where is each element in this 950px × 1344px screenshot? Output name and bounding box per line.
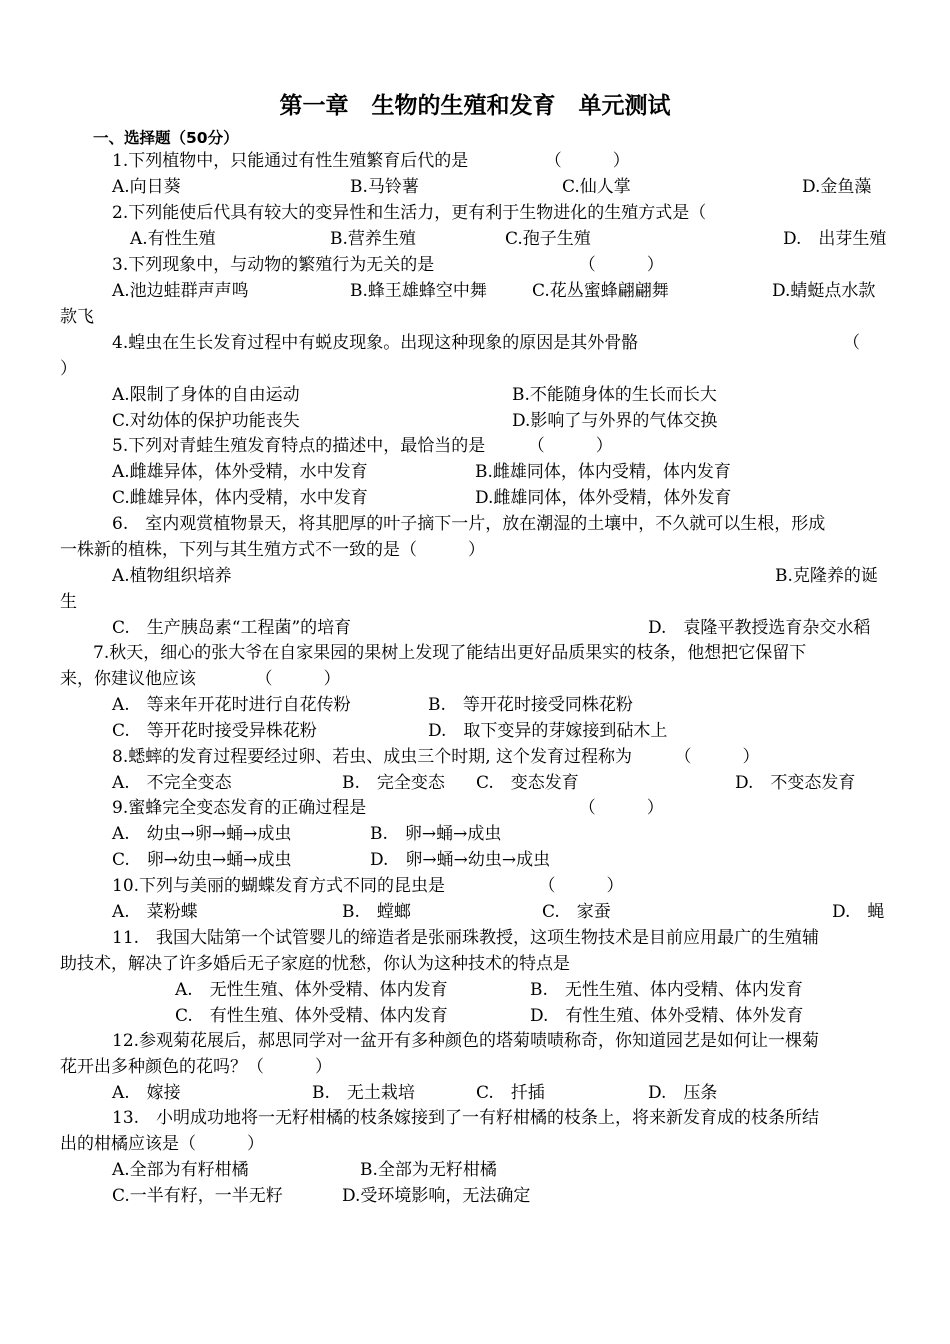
question-8-option-c: C. 变态发育 — [476, 773, 579, 793]
question-6-stem-line-1: 6. 室内观赏植物景天，将其肥厚的叶子摘下一片，放在潮湿的土壤中，不久就可以生根，形成 — [112, 514, 826, 534]
question-7-option-d: D. 取下变异的芽嫁接到砧木上 — [428, 721, 668, 741]
question-6-option-a: A.植物组织培养 — [112, 566, 232, 586]
question-1-option-d: D.金鱼藻 — [802, 177, 872, 197]
question-11-option-c: C. 有性生殖、体外受精、体内发育 — [175, 1006, 448, 1026]
question-2-option-c: C.孢子生殖 — [505, 229, 591, 249]
question-9-stem: 9.蜜蜂完全变态发育的正确过程是 （ ） — [112, 798, 664, 818]
question-9-option-c: C. 卵→幼虫→蛹→成虫 — [112, 850, 292, 870]
question-13-option-a: A.全部为有籽柑橘 — [112, 1160, 249, 1180]
question-11-stem-line-1: 11. 我国大陆第一个试管婴儿的缔造者是张丽珠教授，这项生物技术是目前应用最广的生殖辅 — [112, 928, 820, 948]
question-6-option-d: D. 袁隆平教授选育杂交水稻 — [648, 618, 871, 638]
question-13-stem-line-1: 13. 小明成功地将一无籽柑橘的枝条嫁接到了一有籽柑橘的枝条上，将来新发育成的枝条所结 — [112, 1108, 820, 1128]
question-4-stem: 4.蝗虫在生长发育过程中有蜕皮现象。出现这种现象的原因是其外骨骼 — [112, 333, 639, 353]
question-7-stem-line-1: 7.秋天，细心的张大爷在自家果园的果树上发现了能结出更好品质果实的枝条，他想把它保留下 — [93, 643, 807, 663]
question-12-option-a: A. 嫁接 — [112, 1083, 181, 1103]
question-8-option-a: A. 不完全变态 — [112, 773, 232, 793]
question-5-option-d: D.雌雄同体，体外受精，体外发育 — [475, 488, 732, 508]
question-2-stem: 2.下列能使后代具有较大的变异性和生活力，更有利于生物进化的生殖方式是（ — [112, 203, 707, 223]
question-6-stem-line-2: 一株新的植株，下列与其生殖方式不一致的是（ ） — [60, 540, 485, 560]
question-6-option-b-continued: 生 — [60, 592, 77, 612]
question-13-option-d: D.受环境影响，无法确定 — [342, 1186, 531, 1206]
question-9-option-b: B. 卵→蛹→成虫 — [370, 824, 502, 844]
question-7-option-b: B. 等开花时接受同株花粉 — [428, 695, 633, 715]
question-8-option-d: D. 不变态发育 — [735, 773, 856, 793]
question-4-option-b: B.不能随身体的生长而长大 — [512, 385, 717, 405]
question-9-option-d: D. 卵→蛹→幼虫→成虫 — [370, 850, 551, 870]
question-2-option-d: D. 出芽生殖 — [783, 229, 887, 249]
question-3-option-d-continued: 款飞 — [60, 307, 94, 327]
section-heading: 一、选择题（50分） — [93, 129, 239, 147]
question-13-option-c: C.一半有籽，一半无籽 — [112, 1186, 283, 1206]
page-title: 第一章 生物的生殖和发育 单元测试 — [279, 93, 671, 119]
question-12-option-b: B. 无土栽培 — [312, 1083, 415, 1103]
question-13-option-b: B.全部为无籽柑橘 — [360, 1160, 497, 1180]
question-2-option-a: A.有性生殖 — [130, 229, 216, 249]
question-8-option-b: B. 完全变态 — [342, 773, 445, 793]
question-1-option-b: B.马铃薯 — [350, 177, 419, 197]
question-4-answer-paren-close: ） — [60, 359, 77, 379]
question-4-option-d: D.影响了与外界的气体交换 — [512, 411, 718, 431]
question-11-stem-line-2: 助技术，解决了许多婚后无子家庭的忧愁，你认为这种技术的特点是 — [60, 954, 570, 974]
question-7-stem-line-2: 来，你建议他应该 （ ） — [60, 669, 341, 689]
question-10-option-a: A. 菜粉蝶 — [112, 902, 198, 922]
question-11-option-d: D. 有性生殖、体外受精、体外发育 — [530, 1006, 804, 1026]
question-12-option-c: C. 扦插 — [476, 1083, 545, 1103]
question-10-option-c: C. 家蚕 — [542, 902, 611, 922]
question-1-option-a: A.向日葵 — [112, 177, 181, 197]
question-3-option-d: D.蜻蜓点水款 — [772, 281, 876, 301]
question-10-option-d: D. 蝇 — [832, 902, 885, 922]
question-5-option-c: C.雌雄异体，体内受精，水中发育 — [112, 488, 368, 508]
question-2-option-b: B.营养生殖 — [330, 229, 416, 249]
question-3-stem: 3.下列现象中，与动物的繁殖行为无关的是 （ ） — [112, 255, 664, 275]
question-3-option-a: A.池边蛙群声声鸣 — [112, 281, 249, 301]
question-4-option-a: A.限制了身体的自由运动 — [112, 385, 300, 405]
question-6-option-b: B.克隆养的诞 — [775, 566, 878, 586]
question-1-option-c: C.仙人掌 — [562, 177, 631, 197]
question-13-stem-line-2: 出的柑橘应该是（ ） — [60, 1134, 264, 1154]
question-3-option-b: B.蜂王雄蜂空中舞 — [350, 281, 487, 301]
question-11-option-a: A. 无性生殖、体外受精、体内发育 — [175, 980, 448, 1000]
question-1-stem: 1.下列植物中，只能通过有性生殖繁育后代的是 （ ） — [112, 151, 630, 171]
question-12-stem-line-2: 花开出多种颜色的花吗？（ ） — [60, 1057, 332, 1077]
question-10-option-b: B. 螳螂 — [342, 902, 411, 922]
question-12-stem-line-1: 12.参观菊花展后，郝思同学对一盆开有多种颜色的塔菊啧啧称奇，你知道园艺是如何让一棵菊 — [112, 1031, 820, 1051]
question-12-option-d: D. 压条 — [648, 1083, 718, 1103]
question-4-option-c: C.对幼体的保护功能丧失 — [112, 411, 300, 431]
question-10-stem: 10.下列与美丽的蝴蝶发育方式不同的昆虫是 （ ） — [112, 876, 624, 896]
question-8-stem: 8.蟋蟀的发育过程要经过卵、若虫、成虫三个时期, 这个发育过程称为 （ ） — [112, 747, 760, 767]
question-3-option-c: C.花丛蜜蜂翩翩舞 — [532, 281, 669, 301]
question-5-option-a: A.雌雄异体，体外受精，水中发育 — [112, 462, 368, 482]
question-9-option-a: A. 幼虫→卵→蛹→成虫 — [112, 824, 292, 844]
question-11-option-b: B. 无性生殖、体内受精、体内发育 — [530, 980, 803, 1000]
question-5-option-b: B.雌雄同体，体内受精，体内发育 — [475, 462, 731, 482]
question-7-option-a: A. 等来年开花时进行自花传粉 — [112, 695, 351, 715]
question-7-option-c: C. 等开花时接受异株花粉 — [112, 721, 317, 741]
question-6-option-c: C. 生产胰岛素“工程菌”的培育 — [112, 618, 352, 638]
question-5-stem: 5.下列对青蛙生殖发育特点的描述中，最恰当的是 （ ） — [112, 436, 613, 456]
question-4-answer-paren-open: （ — [843, 333, 860, 353]
